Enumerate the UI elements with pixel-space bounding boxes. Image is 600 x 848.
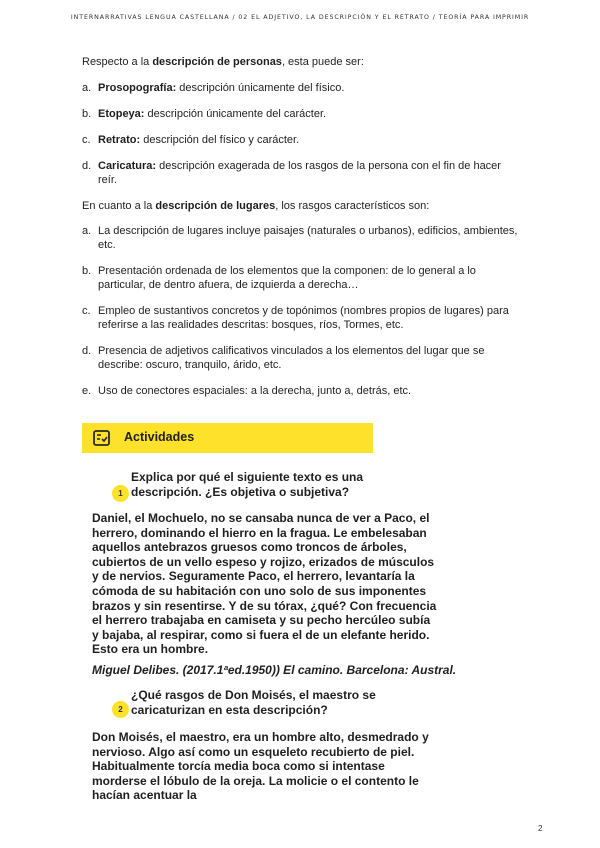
- list-text: Empleo de sustantivos concretos y de topónimos (nombres propios de lugares) para referirse a las realidades descritas: bosques, ríos, Tormes, etc.: [98, 305, 509, 331]
- list-letter: e.: [82, 385, 92, 397]
- list-letter: c.: [82, 305, 91, 317]
- excerpt-citation: Miguel Delibes. (2017.1ªed.1950)) El camino. Barcelona: Austral.: [92, 663, 457, 677]
- places-intro: [82, 199, 522, 213]
- list-letter: d.: [82, 345, 92, 357]
- list-text: La descripción de lugares incluye paisajes (naturales o urbanos), edificios, ambientes, etc.: [98, 225, 518, 251]
- question-number-badge: 2: [112, 701, 129, 718]
- list-item: [82, 264, 522, 292]
- list-text: Presencia de adjetivos calificativos vinculados a los elementos del lugar que se describe: oscuro, tranquilo, árido, etc.: [98, 345, 485, 371]
- list-term: Prosopografía:: [98, 82, 177, 94]
- places-intro-pre: En cuanto a la: [82, 200, 156, 212]
- list-item: [82, 224, 522, 252]
- list-text: descripción exagerada de los rasgos de la persona con el fin de hacer reír.: [98, 160, 501, 186]
- list-text: descripción únicamente del físico.: [176, 82, 345, 94]
- list-letter: b.: [82, 265, 92, 277]
- activities-title: Actividades: [124, 430, 195, 444]
- list-term: Etopeya:: [98, 108, 145, 120]
- persons-intro: [82, 55, 522, 69]
- excerpt-text: Daniel, el Mochuelo, no se cansaba nunca de ver a Paco, el herrero, dominando el hierro en la fragua. Le embelesaban aquellos antebrazos gruesos como troncos de árboles, cubiertos de un vello espeso y rojizo, erizados de músculos y de nervios. Seguramente Paco, el herrero, levantaría la cómoda de su habitación con uno solo de sus imponentes brazos y sin resentirse. Y de su tórax, ¿qué? Con frecuencia el herrero trabajaba en camiseta y su pecho hercúleo subía y bajaba, al respirar, como si fuera el de un elefante herido. Esto era un hombre.: [92, 511, 437, 657]
- places-intro-bold: descripción de lugares: [155, 200, 276, 212]
- checklist-icon: [93, 430, 110, 446]
- list-text: descripción del físico y carácter.: [140, 134, 300, 146]
- list-item: [82, 384, 522, 398]
- list-letter: a.: [82, 225, 92, 237]
- question-number-badge: 1: [112, 485, 129, 502]
- list-letter: c.: [82, 134, 91, 146]
- excerpt-text: Don Moisés, el maestro, era un hombre alto, desmedrado y nervioso. Algo así como un esqueleto recubierto de piel. Habitualmente torcía media boca como si intentase morderse el lóbulo de la oreja. La molicie o el contento le hacían acentuar la: [92, 730, 429, 803]
- list-term: Retrato:: [98, 134, 141, 146]
- theory-content: [82, 55, 522, 398]
- list-letter: a.: [82, 82, 92, 94]
- list-letter: b.: [82, 108, 92, 120]
- page-number: 2: [538, 824, 543, 833]
- activities-banner: [82, 423, 373, 453]
- list-item: [82, 304, 522, 332]
- list-item: [82, 107, 522, 121]
- list-text: Presentación ordenada de los elementos que la componen: de lo general a lo particular, de dentro afuera, de izquierda a derecha…: [98, 265, 476, 291]
- persons-intro-post: , esta puede ser:: [281, 56, 364, 68]
- list-item: [82, 159, 522, 187]
- question-prompt: ¿Qué rasgos de Don Moisés, el maestro se caricaturizan en esta descripción?: [131, 688, 376, 717]
- list-item: [82, 81, 522, 95]
- list-term: Caricatura:: [98, 160, 157, 172]
- persons-intro-pre: Respecto a la: [82, 56, 153, 68]
- list-letter: d.: [82, 160, 92, 172]
- list-item: [82, 133, 522, 147]
- question-prompt: Explica por qué el siguiente texto es una descripción. ¿Es objetiva o subjetiva?: [131, 470, 364, 499]
- persons-intro-bold: descripción de personas: [152, 56, 282, 68]
- running-header: INTERNARRATIVAS LENGUA CASTELLANA / 02 EL ADJETIVO, LA DESCRIPCIÓN Y EL RETRATO / TEORÍA PARA IMPRIMIR: [70, 14, 530, 21]
- list-item: [82, 344, 522, 372]
- list-text: descripción únicamente del carácter.: [144, 108, 327, 120]
- list-text: Uso de conectores espaciales: a la derecha, junto a, detrás, etc.: [98, 385, 412, 397]
- places-intro-post: , los rasgos característicos son:: [275, 200, 430, 212]
